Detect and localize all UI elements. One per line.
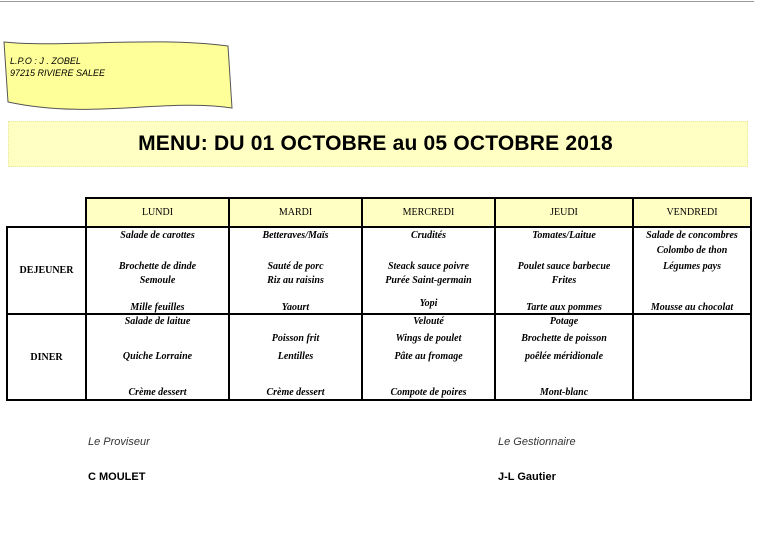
dish: Steack sauce poivre	[387, 261, 470, 272]
dish: poêlée méridionale	[524, 351, 604, 362]
menu-cell	[229, 227, 362, 314]
dish: Crème dessert	[266, 387, 325, 398]
top-rule	[0, 1, 754, 2]
dish: Sauté de porc	[267, 261, 324, 272]
table-corner	[7, 198, 86, 227]
dish: Légumes pays	[662, 261, 722, 272]
dish: Quiche Lorraine	[122, 351, 193, 362]
signature-name-proviseur: C MOULET	[88, 471, 146, 483]
dish: Mille feuilles	[130, 302, 185, 313]
page-title: MENU: DU 01 OCTOBRE au 05 OCTOBRE 2018	[138, 132, 613, 155]
dish: Brochette de poisson	[521, 333, 607, 344]
school-address: 97215 RIVIERE SALEE	[10, 68, 106, 78]
dish: Colombo de thon	[656, 245, 728, 256]
dish: Crème dessert	[128, 387, 187, 398]
title-box	[8, 121, 748, 167]
dish: Poisson frit	[271, 333, 320, 344]
dish: Crudités	[410, 230, 446, 241]
menu-cell	[86, 314, 229, 400]
dish: Mousse au chocolat	[650, 302, 734, 313]
menu-cell	[229, 314, 362, 400]
dish: Yopi	[419, 298, 438, 309]
menu-cell	[495, 314, 633, 400]
dish: Poulet sauce barbecue	[517, 261, 611, 272]
signature-name-gestionnaire: J-L Gautier	[498, 471, 556, 483]
day-header-mardi: MARDI	[229, 198, 362, 227]
dish: Compote de poires	[390, 387, 467, 398]
dish: Tarte aux pommes	[526, 302, 602, 313]
menu-cell	[362, 314, 495, 400]
day-header-mercredi: MERCREDI	[362, 198, 495, 227]
meal-row-diner	[7, 314, 751, 400]
school-name: L.P.O : J . ZOBEL	[10, 56, 81, 66]
meal-label-diner: DINER	[7, 314, 86, 400]
day-header-lundi: LUNDI	[86, 198, 229, 227]
dish: Semoule	[139, 275, 176, 286]
menu-cell	[495, 227, 633, 314]
day-header-row	[7, 198, 751, 227]
dish: Velouté	[413, 316, 444, 327]
dish: Riz au raisins	[267, 275, 324, 286]
dish: Salade de laitue	[124, 316, 191, 327]
dish: Tomates/Laitue	[532, 230, 596, 241]
day-header-jeudi: JEUDI	[495, 198, 633, 227]
menu-cell	[86, 227, 229, 314]
dish: Frites	[551, 275, 577, 286]
dish: Betteraves/Maïs	[262, 230, 329, 241]
dish: Lentilles	[277, 351, 314, 362]
dish: Yaourt	[281, 302, 310, 313]
dish: Salade de concombres	[646, 230, 738, 241]
dish: Wings de poulet	[395, 333, 462, 344]
dish: Purée Saint-germain	[385, 275, 472, 286]
dish: Potage	[549, 316, 579, 327]
menu-cell	[362, 227, 495, 314]
meal-row-dejeuner	[7, 227, 751, 314]
menu-cell	[633, 227, 751, 314]
menu-cell-empty	[633, 314, 751, 400]
dish: Salade de carottes	[120, 230, 195, 241]
dish: Pâte au fromage	[394, 351, 463, 362]
meal-label-dejeuner: DEJEUNER	[7, 227, 86, 314]
signature-role-gestionnaire: Le Gestionnaire	[498, 436, 576, 448]
menu-table	[6, 197, 752, 401]
dish: Brochette de dinde	[118, 261, 197, 272]
dish: Mont-blanc	[539, 387, 589, 398]
school-banner	[2, 40, 234, 114]
day-header-vendredi: VENDREDI	[633, 198, 751, 227]
signature-role-proviseur: Le Proviseur	[88, 436, 150, 448]
